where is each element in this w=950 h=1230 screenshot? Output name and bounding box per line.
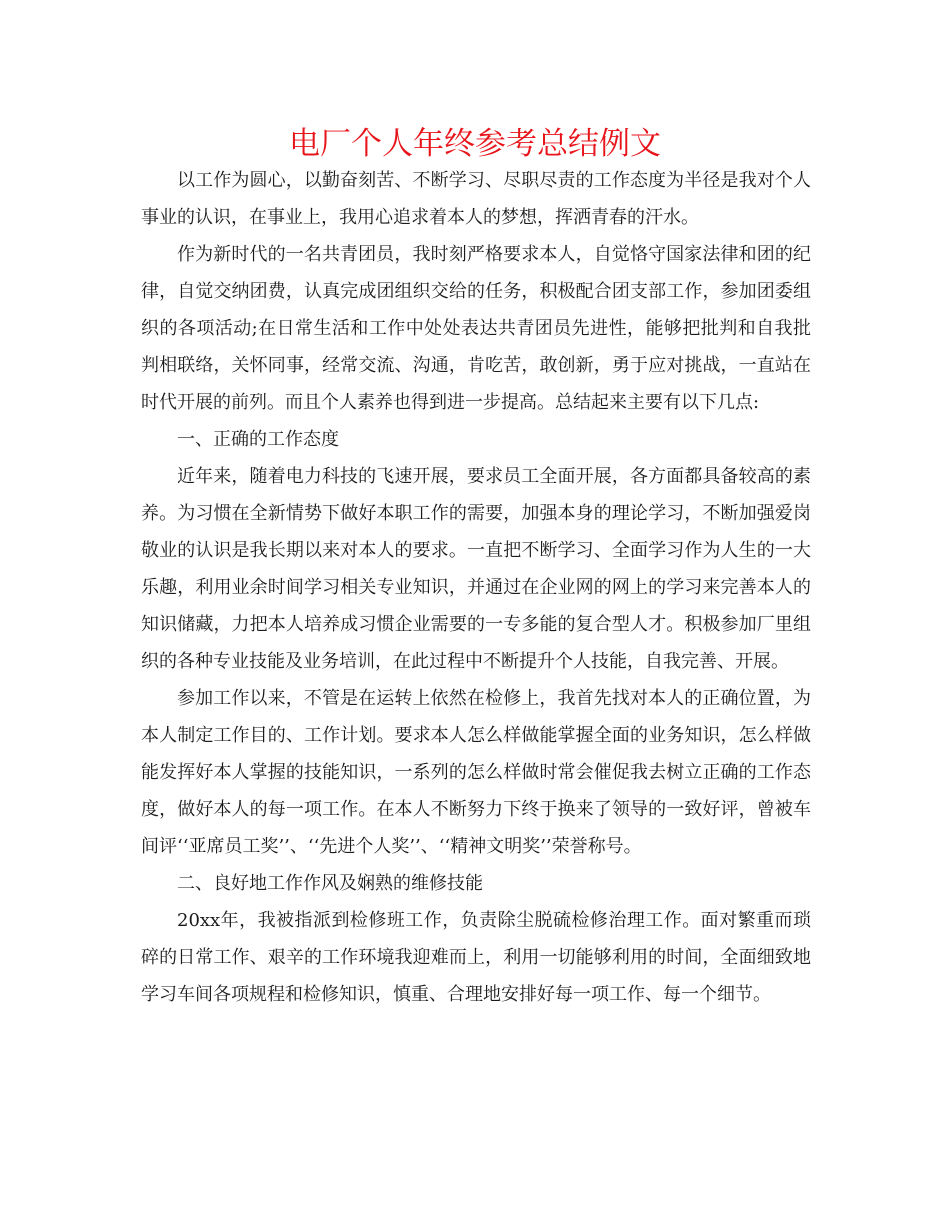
paragraph-work-since: 参加工作以来，不管是在运转上依然在检修上，我首先找对本人的正确位置，为本人制定工作目的、工作计划。要求本人怎么样做能掌握全面的业务知识，怎么样做能发挥好本人掌握的技能知识，一系列的怎么样做时常会催促我去树立正确的工作态度，做好本人的每一项工作。在本人不断努力下终于换来了领导的一致好评，曾被车间评‘‘亚席员工奖’’、‘‘先进个人奖’’、‘‘精神文明奖’’荣誉称号。: [141, 688, 811, 857]
paragraph-attitude: 近年来，随着电力科技的飞速开展，要求员工全面开展，各方面都具备较高的素养。为习惯在全新情势下做好本职工作的需要，加强本身的理论学习，不断加强爱岗敬业的认识是我长期以来对本人的要求。一直把不断学习、全面学习作为人生的一大乐趣，利用业余时间学习相关专业知识，并通过在企业网的网上的学习来完善本人的知识储藏，力把本人培养成习惯企业需要的一专多能的复合型人才。积极参加厂里组织的各种专业技能及业务培训，在此过程中不断提升个人技能，自我完善、开展。: [141, 466, 811, 672]
paragraph-maintenance: 20xx年，我被指派到检修班工作，负责除尘脱硫检修治理工作。面对繁重而琐碎的日常工作、艰辛的工作环境我迎难而上，利用一切能够利用的时间，全面细致地学习车间各项规程和检修知识，慎重、合理地安排好每一项工作、每一个细节。: [141, 910, 811, 1005]
paragraph-intro: 以工作为圆心，以勤奋刻苦、不断学习、尽职尽责的工作态度为半径是我对个人事业的认识，在事业上，我用心追求着本人的梦想，挥洒青春的汗水。: [141, 170, 811, 228]
document-body: [141, 162, 811, 1013]
paragraph-league-member: 作为新时代的一名共青团员，我时刻严格要求本人，自觉恪守国家法律和团的纪律，自觉交纳团费，认真完成团组织交给的任务，积极配合团支部工作，参加团委组织的各项活动;在日常生活和工作中处处表达共青团员先进性，能够把批判和自我批判相联络，关怀同事，经常交流、沟通，肯吃苦，敢创新，勇于应对挑战，一直站在时代开展的前列。而且个人素养也得到进一步提高。总结起来主要有以下几点:: [141, 244, 811, 413]
section-heading-1: 一、正确的工作态度: [177, 429, 339, 450]
document-title: 电厂个人年终参考总结例文: [289, 126, 661, 162]
section-heading-2: 二、良好地工作作风及娴熟的维修技能: [177, 873, 483, 894]
